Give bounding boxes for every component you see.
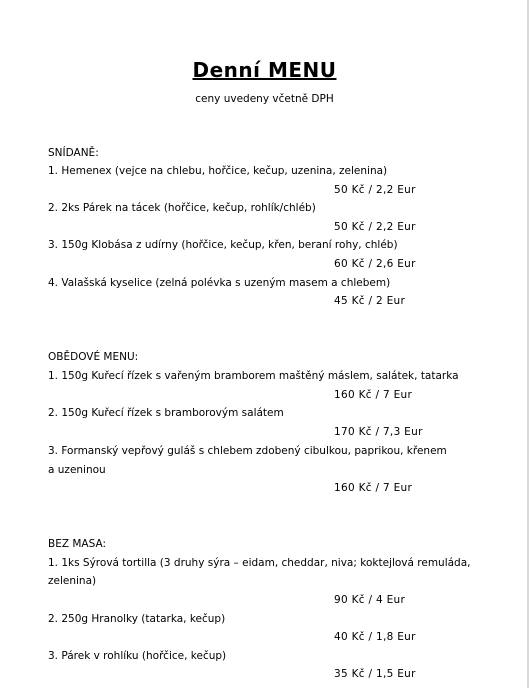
menu-item-name: 2. 250g Hranolky (tatarka, kečup) (48, 613, 226, 625)
menu-item-price: 90 Kč / 4 Eur (334, 594, 406, 606)
menu-item-name: 1. Hemenex (vejce na chlebu, hořčice, kečup, uzenina, zelenina) (48, 165, 388, 177)
menu-item-price: 40 Kč / 1,8 Eur (334, 631, 416, 643)
menu-item-name: 3. 150g Klobása z udírny (hořčice, kečup, křen, beraní rohy, chléb) (48, 239, 398, 251)
menu-item-name: 3. Párek v rohlíku (hořčice, kečup) (48, 650, 227, 662)
menu-item-name: 1. 1ks Sýrová tortilla (3 druhy sýra – eidam, cheddar, niva; koktejlová remuláda, (48, 557, 471, 569)
menu-item-name: 3. Formanský vepřový guláš s chlebem zdobený cibulkou, paprikou, křenem (48, 445, 447, 457)
menu-item-price: 60 Kč / 2,6 Eur (334, 258, 416, 270)
menu-item-price: 160 Kč / 7 Eur (334, 482, 413, 494)
menu-item-name: 4. Valašská kyselice (zelná polévka s uzeným masem a chlebem) (48, 277, 391, 289)
section-heading-vegetarian: BEZ MASA: (48, 538, 107, 550)
menu-item-name-continued: a uzeninou (48, 464, 106, 476)
menu-item-name: 2. 150g Kuřecí řízek s bramborovým salátem (48, 407, 284, 419)
menu-item-name: 1. 150g Kuřecí řízek s vařeným bramborem maštěný máslem, salátek, tatarka (48, 370, 459, 382)
menu-subtitle: ceny uvedeny včetně DPH (195, 93, 334, 105)
menu-item-price: 170 Kč / 7,3 Eur (334, 426, 423, 438)
menu-item-price: 50 Kč / 2,2 Eur (334, 221, 416, 233)
menu-item-price: 45 Kč / 2 Eur (334, 295, 406, 307)
menu-item-name: 2. 2ks Párek na tácek (hořčice, kečup, rohlík/chléb) (48, 202, 316, 214)
section-heading-breakfast: SNÍDANĚ: (48, 147, 99, 159)
menu-title: Denní MENU (192, 58, 337, 82)
menu-item-price: 160 Kč / 7 Eur (334, 389, 413, 401)
section-heading-lunch: OBĚDOVÉ MENU: (48, 351, 139, 363)
menu-item-price: 50 Kč / 2,2 Eur (334, 184, 416, 196)
menu-item-price: 35 Kč / 1,5 Eur (334, 668, 416, 680)
menu-item-name-continued: zelenina) (48, 575, 97, 587)
